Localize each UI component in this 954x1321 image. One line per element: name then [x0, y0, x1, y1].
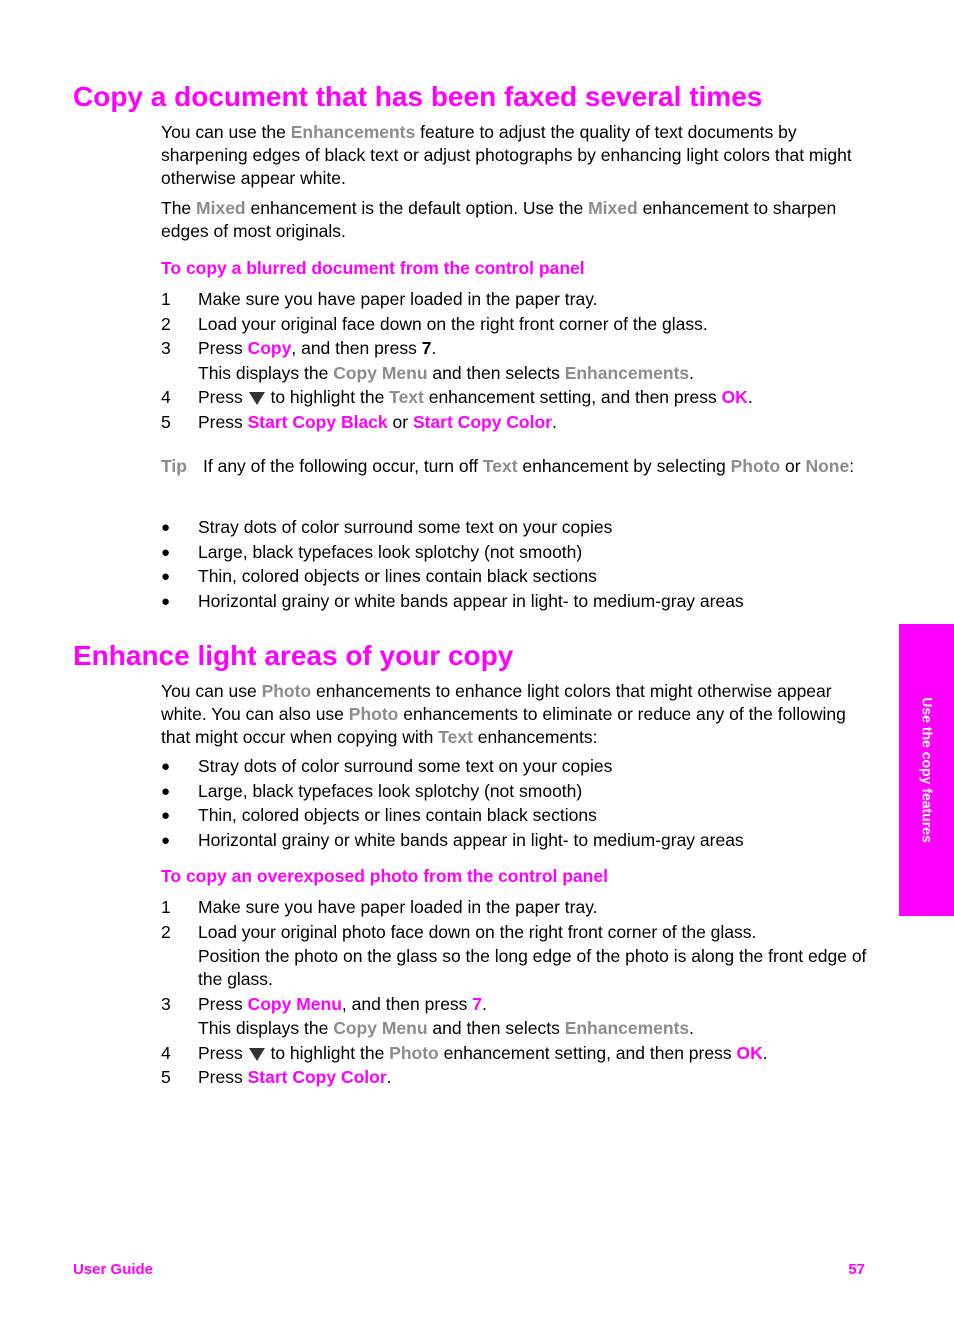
footer-title: User Guide	[73, 1261, 154, 1278]
step-3-continuation: This displays the Copy Menu and then selects Enhancements.	[198, 362, 695, 383]
intro-paragraph: You can use the Enhancements feature to adjust the quality of text documents by sharpening edges of black text or adjust photographs by enhancing light colors that might otherwise appear white.	[161, 122, 852, 188]
down-arrow-icon	[249, 1048, 265, 1061]
list-item: ● Large, black typefaces look splotchy (not smooth)	[161, 780, 583, 801]
step-3-continuation: This displays the Copy Menu and then selects Enhancements.	[198, 1018, 695, 1038]
step-2: 2 Load your original photo face down on the right front corner of the glass. Position the photo on the glass so the long edge of the photo is along the front edge of the glass.	[161, 921, 871, 992]
down-arrow-icon	[249, 392, 265, 405]
step-3: 3 Press Copy Menu, and then press 7. This displays the Copy Menu and then selects Enhancements.	[161, 993, 871, 1041]
photo-paragraph: You can use Photo enhancements to enhance light colors that might otherwise appear white. You can also use Photo enhancements to eliminate or reduce any of the following that might occur when copying with Text enhancements:	[161, 681, 846, 747]
list-item: ● Horizontal grainy or white bands appear in light- to medium-gray areas	[161, 590, 744, 611]
step-2-continuation: Position the photo on the glass so the long edge of the photo is along the front edge of the glass.	[198, 946, 867, 989]
page-number: 57	[848, 1261, 865, 1278]
procedure-heading: To copy a blurred document from the control panel	[161, 258, 585, 278]
mixed-paragraph: The Mixed enhancement is the default option. Use the Mixed enhancement to sharpen edges of most originals.	[161, 198, 837, 241]
step-2: 2 Load your original face down on the right front corner of the glass.	[161, 313, 708, 334]
step-5: 5 Press Start Copy Color.	[161, 1067, 392, 1087]
section-faxed-body	[161, 121, 871, 243]
step-3: 3 Press Copy, and then press 7. This displays the Copy Menu and then selects Enhancements.	[161, 337, 871, 385]
procedure-heading: To copy an overexposed photo from the control panel	[161, 866, 608, 886]
light-bullets	[161, 755, 871, 853]
step-1: 1 Make sure you have paper loaded in the paper tray.	[161, 289, 598, 309]
step-1: 1 Make sure you have paper loaded in the paper tray.	[161, 897, 598, 917]
tip-bullets	[161, 516, 871, 614]
procedure-blurred	[161, 257, 871, 434]
list-item: ● Large, black typefaces look splotchy (not smooth)	[161, 541, 583, 562]
list-item: ● Thin, colored objects or lines contain black sections	[161, 805, 597, 825]
list-item: ● Horizontal grainy or white bands appear in light- to medium-gray areas	[161, 829, 744, 850]
procedure-overexposed	[161, 865, 871, 1089]
step-4: 4 Press to highlight the Text enhancement setting, and then press OK.	[161, 387, 753, 407]
tip-note: Tip If any of the following occur, turn off Text enhancement by selecting Photo or None:	[161, 456, 855, 476]
section-heading-light-areas: Enhance light areas of your copy	[73, 640, 514, 671]
list-item: ● Stray dots of color surround some text on your copies	[161, 517, 613, 537]
chapter-side-tab-label: Use the copy features	[919, 697, 935, 843]
step-5: 5 Press Start Copy Black or Start Copy Color.	[161, 411, 557, 432]
list-item: ● Stray dots of color surround some text on your copies	[161, 756, 613, 776]
list-item: ● Thin, colored objects or lines contain black sections	[161, 566, 597, 586]
section-heading-faxed: Copy a document that has been faxed several times	[73, 81, 763, 112]
step-4: 4 Press to highlight the Photo enhancement setting, and then press OK.	[161, 1042, 768, 1063]
chapter-side-tab	[899, 624, 954, 916]
section-light-body	[161, 680, 871, 749]
